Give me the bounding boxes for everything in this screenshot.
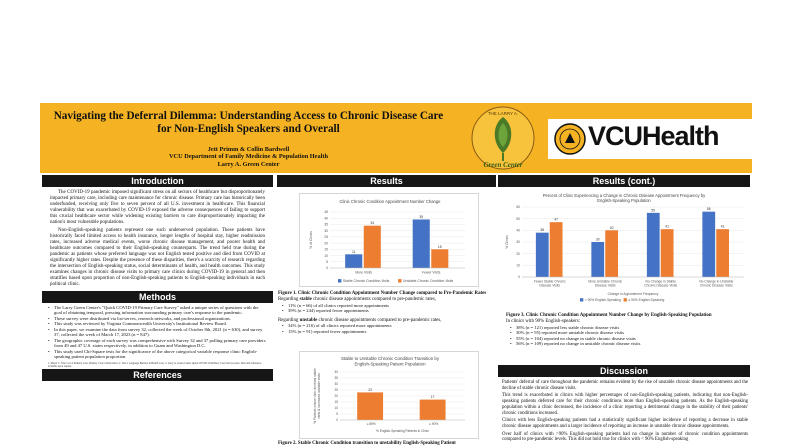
introduction-heading: Introduction [42,175,273,187]
bar [536,233,549,277]
x-tick-label: No Change in Stable Chronic Disease Visits [644,279,678,288]
stable-intro-label: Regarding [278,296,299,302]
unstable-bullet: • 34% (n = 216) of all clinics reported more appointments [282,323,495,329]
stable-intro-bold: stable [299,296,312,302]
discussion-paragraph-1: Patients' deferral of care throughout the pandemic remains evident by the rise of unstable chronic disease appointments and the decline of stable chronic disease visits. [502,380,748,391]
y-tick-label: 50 [516,216,520,221]
y-tick-label: 40 [516,228,520,233]
x-axis-label: % English-Speaking Patients in Clinic [376,429,429,433]
badge-bottom-text: Green Center [483,161,523,169]
y-tick-label: 20 [324,241,328,246]
methods-list [42,303,273,360]
authors: Jett Primm & Collin Bardwell [207,146,290,153]
y-tick-label: 15 [334,400,338,405]
stable-intro-rest: chronic disease appointments compared to pre-pandemic rates, [313,296,436,302]
figure3-bullet: • 30% (n = 95) reported more unstable chronic disease visits [510,330,748,336]
bar-value-label: 40 [609,225,614,230]
bar [647,213,660,277]
results-cont-heading: Results (cont.) [498,175,750,187]
y-tick-label: 10 [334,406,338,411]
figure2-caption: Figure 2. Stable Chronic Condition transition to unstability English-Speaking Patient [278,441,456,445]
poster-header [40,103,752,173]
discussion-body [502,380,748,445]
x-tick-label: No Change in Unstable Chronic Disease Visits [699,279,734,288]
bar [591,242,604,277]
legend-label: ≥ 90% English-Speaking [628,298,665,302]
legend-label: Unstable Chronic Condition Visits [403,279,454,283]
methods-item: • In this paper, we examine the data from survey 32, collected the week of October 8th, 2021 (n = 630), and survey 37, collected the week of March 17, 2023 (n = 847). [48,327,267,338]
figure3-bullets [506,325,748,347]
unstable-bullet: • 15% (n = 91) reported fewer appointments [282,329,495,335]
bar-value-label: 56 [706,207,711,212]
chart-english-transition [299,351,479,439]
figure3-bullet: • 38% (n = 121) reported less stable chronic disease visits [510,325,748,331]
discussion-paragraph-4: Over half of clinics with >90% English-speaking patients had no change in number of chronic condition appointments compared to pre-pandemic levels. This did not hold true for clinics with < 90% English-speaking [502,431,748,443]
intro-paragraph-2: Non-English-speaking patients represent one such underserved population. These patients have historically faced limited access to health insurance, longer lengths of hospital stay, higher readmission rates, increased adverse medical events, worse chronic disease management, and poorer health and healthcare outcomes compared to their English-speaking counterparts. The trend held true during the pandemic as patients whose preferred language was not English tested positive and died from COVID at significantly higher rates. Despite the presence of these disparities, there's a scarcity of research regarding the intersection of English-speaking status, social determinants of health, and health outcomes. This study examines changes in chronic disease visits to primary care clinics during COVID-19 in general and then stratifies based upon proportion of non-English-speaking patients to English-speaking individuals in each political clinic. [50,228,265,287]
bar-value-label: 23 [368,387,372,392]
chart-title: Stable to Unstable Chronic Condition Transition by English-Speaking Patient Population [340,356,440,367]
discussion-paragraph-2: This trend is exacerbated in clinics with higher percentages of non-English-speaking patients, indicating that non-English-speaking patients deferred care for their chronic conditions more than English-speaking patients. As the English-speaking population within a clinic decreased, the incidence of a clinic reporting a detrimental change in the stability of their patients' chronic conditions increased. [502,393,748,416]
discussion-heading: Discussion [498,365,750,377]
unstable-bullets [278,323,495,334]
figure3-bullet: • 55% (n = 104) reported no change in stable chronic disease visits [510,336,748,342]
bar-value-label: 47 [554,217,558,222]
bar [345,254,362,268]
y-tick-label: 0 [336,418,338,423]
methods-item: • This study used Chi-Square tests for the significance of the above categorical variable response clinic English-speaking patient population proportion. [48,349,267,360]
bar-value-label: 41 [665,224,669,229]
y-tick-label: 60 [516,205,520,210]
bar [431,249,448,268]
bar [605,230,618,277]
bar-value-label: 34 [370,221,375,226]
x-tick-label: Fewer Visits [422,270,441,275]
bar [420,400,446,420]
stable-bullets [278,303,495,314]
references-heading: References [42,369,273,381]
y-tick-label: 20 [516,251,520,256]
y-tick-label: 5 [326,259,328,264]
x-axis-label: Change in Appointment Frequency [607,292,659,296]
figure1-caption: Figure 1. Clinic Chronic Condition Appointment Number Change compared to Pre-Pandemic Rates [278,291,487,296]
bar [357,392,383,420]
bar [716,229,729,277]
vcu-seal-icon [554,123,586,155]
methods-item: • These survey were distributed via list-serves, research networks, and professional organizations. [48,316,267,322]
y-tick-label: 30 [324,228,328,233]
center-name: Larry A. Green Center [217,160,280,168]
unstable-intro-bold: unstable [299,317,318,323]
x-tick-label: Fewer Stable Chronic Disease Visits [533,279,566,288]
legend-swatch [398,279,401,282]
y-tick-label: 45 [324,210,328,215]
methods-item: • The geographic coverage of each survey was comprehensive with Survey 32 and 37 polling primary care providers from 49 and 47 U.S. states respectively, in addition to Guam and Washington D.C. [48,338,267,349]
bar-value-label: 38 [540,228,545,233]
legend-label: Stable Chronic Condition Visits [342,279,390,283]
figure3-text [506,313,748,347]
introduction-body [42,187,273,288]
bar-value-label: 41 [720,224,725,229]
y-tick-label: 10 [516,263,520,268]
bar-value-label: 30 [595,237,600,242]
stable-bullet: • 11% (n = 66) of all clinics reported more appointments [282,303,495,309]
x-tick-label: More Visits [355,270,373,275]
x-tick-label: ≤ 89% [366,422,376,427]
bar-value-label: 17 [430,395,435,400]
poster [40,103,752,445]
green-center-logo [470,105,536,171]
figure3-caption: Figure 3. Clinic Chronic Condition Appointment Number Change by English-Speaking Population [506,313,712,318]
figure3-bullet: • 56% (n = 109) reported no change in unstable chronic disease visits [510,341,748,347]
chart-appointment-change [299,193,479,287]
unstable-intro-label: Regarding [278,317,299,323]
column-right [498,175,750,443]
affiliation: VCU Department of Family Medicine & Population Health [169,153,328,161]
bar-value-label: 15 [437,244,442,249]
y-tick-label: 0 [518,275,520,280]
poster-title: Navigating the Deferral Dilemma: Understanding Access to Chronic Disease Care for Non-English Speakers and Overall [53,110,444,135]
x-tick-label: More Unstable Chronic Disease Visits [588,279,623,288]
bar [550,222,563,277]
chart-title: Clinic Chronic Condition Appointment Number Change [339,199,441,204]
vcu-health-logo [548,119,752,159]
chart-english-population [500,189,748,311]
column-left [42,175,273,381]
methods-footnote: 1. Mayer C. The Cost of Primary Care. Primary Care Collaborative. 2. Tsai J. Language Barriers in Health Care. 3. Larry A. Green Center Quick COVID-19 Primary Care Survey series. Data and references available upon request. [48,361,262,368]
bar [413,219,430,268]
bar-value-label: 39 [419,214,424,219]
unstable-intro-rest: chronic disease appointments compared to pre-pandemic rates, [318,317,442,323]
methods-item: • This study was reviewed by Virginia Commonwealth University's Institutional Review Board. [48,321,267,327]
discussion-paragraph-3: Clinics with less English-speaking patients had a statistically significant higher incidence of reporting a decrease in stable chronic disease appointments and a larger incidence of reporting an increase in unstable chronic disease appointments. [502,418,748,429]
y-tick-label: 10 [324,253,328,258]
y-tick-label: 40 [334,370,338,375]
y-tick-label: 35 [324,222,328,227]
author-block [46,146,451,168]
y-tick-label: 30 [516,240,520,245]
bar-value-label: 11 [351,249,356,254]
figure1-text [278,291,495,334]
methods-heading: Methods [42,291,273,303]
bar [364,226,381,268]
y-tick-label: 25 [334,388,338,393]
y-tick-label: 0 [326,266,328,271]
legend-label: < 90% English-Speaking [584,298,621,302]
y-tick-label: 15 [324,247,328,252]
intro-paragraph-1: The COVID-19 pandemic imposed significant stress on all sectors of healthcare but disproportionately impacted primary care, including care maintenance for chronic disease. Primary care has historically been underfunded, receiving only five to seven percent of all U.S. investment in healthcare. This financial vulnerability that was exacerbated by COVID-19 exposed the adverse consequences of failing to support this crucial healthcare sector while widening existing barriers to care disproportionately impacting the nation's most vulnerable populations. [50,190,265,225]
y-tick-label: 30 [334,382,338,387]
methods-item: • The Larry Green Center's "Quick COVID-19 Primary Care Survey" asked a unique series of questions with the goal of obtaining temporal, pressing information surrounding primary care's response to the pandemic. [48,305,267,316]
y-tick-label: 20 [334,394,338,399]
bar [661,229,674,277]
y-axis-label: % Patients whose clinic declined stablevisits & increased unstable visits [313,368,321,424]
y-axis-label: % Clinics [505,235,509,249]
y-axis-label: % of Clinics [309,231,313,249]
bar-value-label: 55 [651,208,656,213]
legend-swatch [338,279,341,282]
x-tick-label: ≥ 90% [429,422,439,427]
results-heading: Results [277,175,496,187]
y-tick-label: 5 [336,412,338,417]
chart-title: Percent of Clinic Experiencing a Change in Chronic Disease Appointment Frequency by English-Speaking Population [542,193,706,204]
vcu-health-wordmark: VCUHealth [588,121,719,151]
legend-swatch [624,298,627,301]
column-middle [277,175,496,445]
stable-bullet: • 39% (n = 244) reported fewer appointments [282,308,495,314]
y-tick-label: 35 [334,376,338,381]
figure3-intro: In clinics with 90% English-speakers: [506,318,581,324]
legend-swatch [580,298,583,301]
y-tick-label: 25 [324,235,328,240]
y-tick-label: 40 [324,216,328,221]
bar [702,212,715,277]
badge-top-text: THE LARRY A. [487,111,519,116]
